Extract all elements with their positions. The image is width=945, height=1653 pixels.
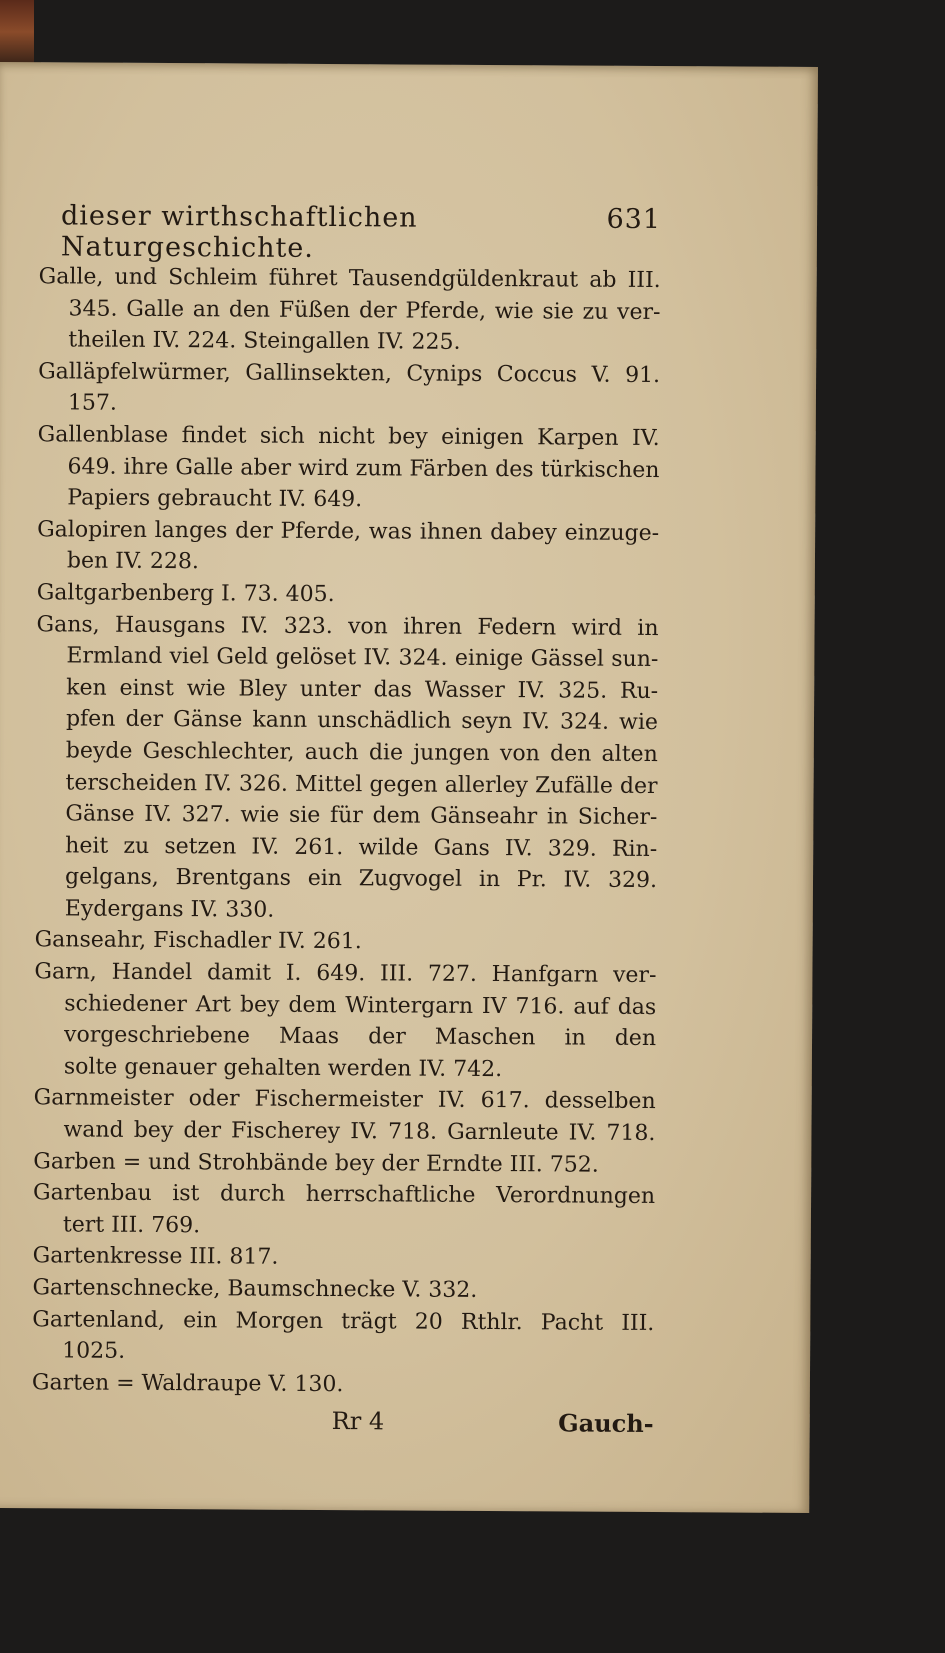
entry-line: Gartenschnecke, Baumschnecke V. 332. xyxy=(32,1275,478,1303)
entry-line: 649. ihre Galle aber wird zum Färben des türkischen xyxy=(67,453,660,483)
entry-line: 345. Galle an den Füßen der Pferde, wie sie zu ver- xyxy=(68,296,661,325)
page-footer xyxy=(32,1405,654,1439)
page-number: 631 xyxy=(606,203,662,236)
entry-line: theilen IV. 224. Steingallen IV. 225. xyxy=(68,327,461,356)
entry-line: vorgeschriebene Maas der Maschen in den xyxy=(63,1022,657,1052)
entry-line: gelgans, Brentgans ein Zugvogel in Pr. IV. 329. xyxy=(64,864,658,894)
index-entries xyxy=(32,261,661,1402)
entry-line: beyde Geschlechter, auch die jungen von den alten xyxy=(65,738,658,767)
entry-line: 1025. xyxy=(62,1338,126,1364)
entry-line: 157. xyxy=(67,390,117,417)
catchword: Gauch- xyxy=(558,1408,654,1439)
entry-line: Gänse IV. 327. wie sie für dem Gänseahr in Sicher- xyxy=(65,801,658,831)
entry-line: Garben = und Strohbände bey der Erndte III. 752. xyxy=(33,1148,599,1178)
signature-mark: Rr 4 xyxy=(331,1407,385,1436)
entry-line: Papiers gebraucht IV. 649. xyxy=(67,485,363,513)
entry-line: Gartenkresse III. 817. xyxy=(32,1243,279,1271)
entry-line: ben IV. 228. xyxy=(66,548,199,575)
entry-line: wand bey der Fischerey IV. 718. Garnleute IV. 718. xyxy=(63,1117,656,1147)
entry-line: solte genauer gehalten werden IV. 742. xyxy=(63,1054,503,1082)
book-spine xyxy=(0,0,34,64)
entry-line: Garn, Handel damit I. 649. III. 727. Hanfgarn ver- xyxy=(34,959,657,989)
entry-line: Galläpfelwürmer, Gallinsekten, Cynips Coccus V. 91. xyxy=(38,359,661,388)
entry-line: Gallenblase findet sich nicht bey einigen Karpen IV. xyxy=(37,422,660,452)
entry-line: Gartenbau ist durch herrschaftliche Verordnungen xyxy=(33,1180,656,1210)
entry-line: Gans, Hausgans IV. 323. von ihren Federn wird in xyxy=(36,611,659,641)
running-header xyxy=(61,200,661,266)
entry-line: Galopiren langes der Pferde, was ihnen dabey einzuge- xyxy=(37,516,660,546)
entry-line: tert III. 769. xyxy=(62,1212,201,1239)
entry-line: Galtgarbenberg I. 73. 405. xyxy=(36,580,335,607)
entry-line: ken einst wie Bley unter das Wasser IV. 325. Ru- xyxy=(66,675,659,704)
entry-line: Garten = Waldraupe V. 130. xyxy=(31,1370,344,1397)
entry-line: heit zu setzen IV. 261. wilde Gans IV. 329. Rin- xyxy=(65,833,658,862)
entry-line: Ganseahr, Fischadler IV. 261. xyxy=(34,927,362,955)
book-page xyxy=(0,62,818,1513)
entry-line: schiedener Art bey dem Wintergarn IV 716. auf das xyxy=(64,991,657,1020)
entry-line: Eydergans IV. 330. xyxy=(64,896,275,923)
entry-line: Ermland viel Geld gelöset IV. 324. einige Gässel sun- xyxy=(66,643,659,673)
entry-line: Gartenland, ein Morgen trägt 20 Rthlr. Pacht III. xyxy=(32,1306,655,1336)
entry-line: Garnmeister oder Fischermeister IV. 617. desselben xyxy=(33,1085,656,1115)
entry-line: pfen der Gänse kann unschädlich seyn IV. 324. wie xyxy=(65,706,659,736)
entry-line: terscheiden IV. 326. Mittel gegen allerley Zufälle der xyxy=(65,769,658,799)
entry-line: Galle, und Schleim führet Tausendgüldenkraut ab III. xyxy=(38,264,661,294)
running-title: dieser wirthschaftlichen Naturgeschichte. xyxy=(60,200,418,264)
